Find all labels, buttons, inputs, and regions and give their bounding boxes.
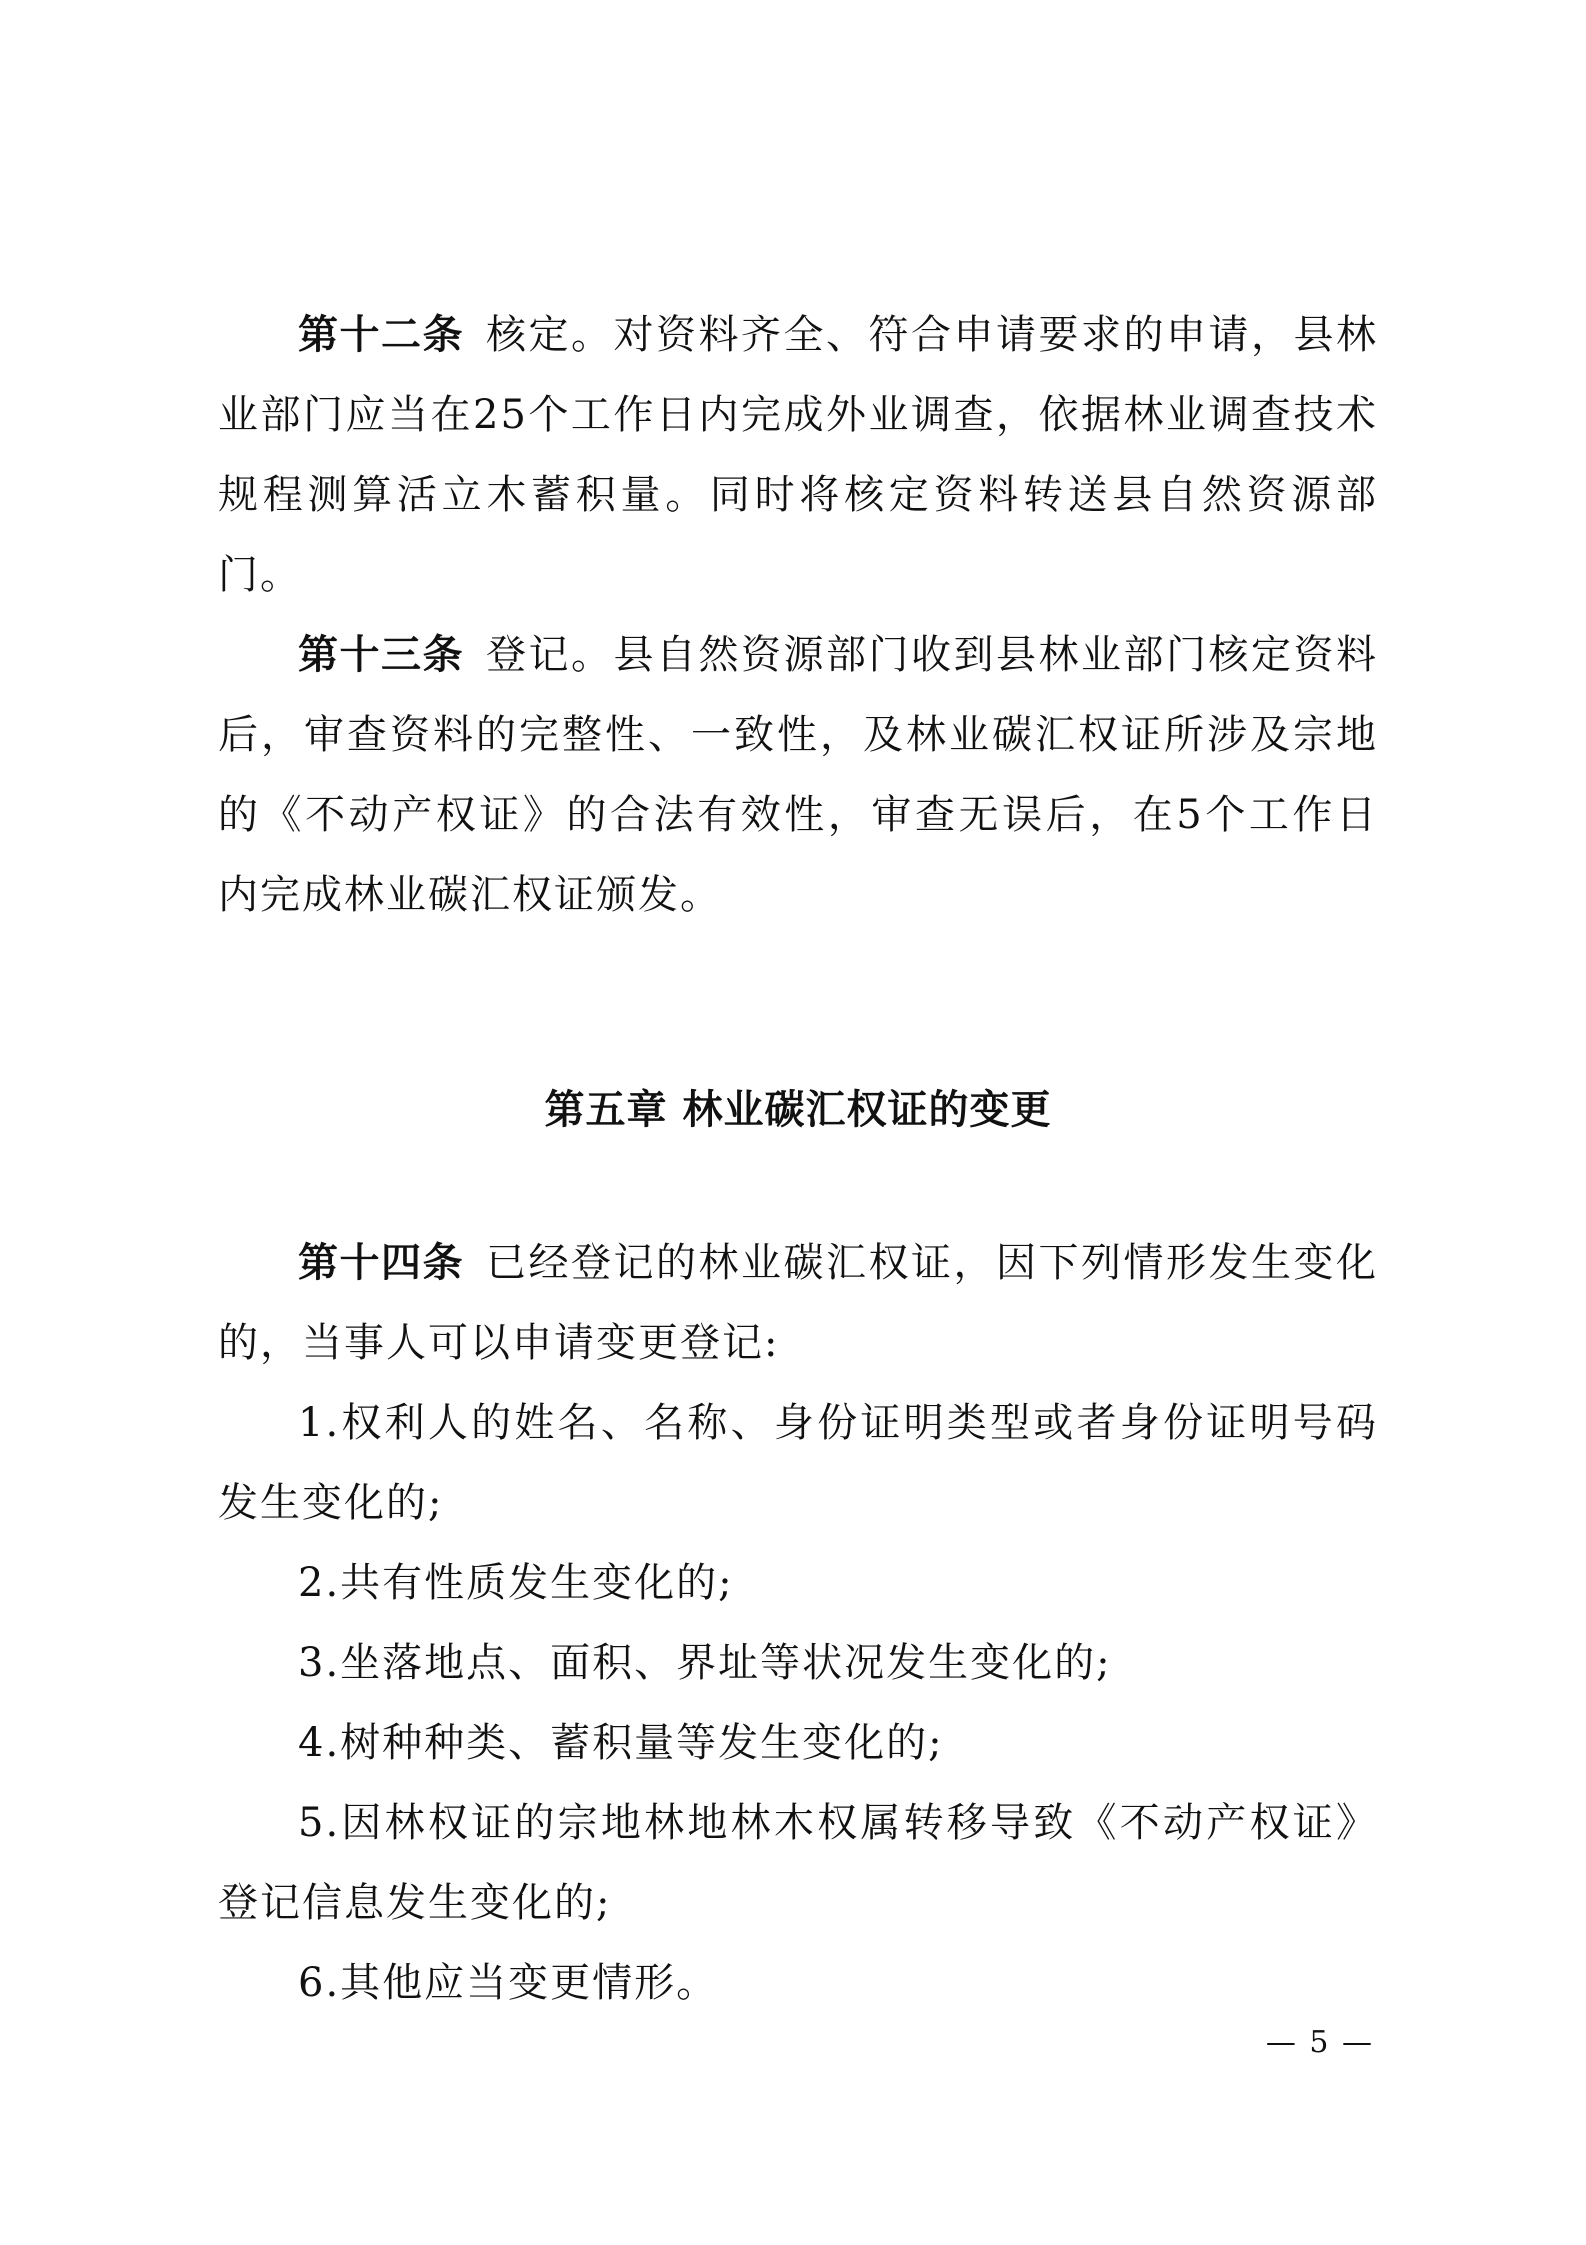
article-number: 第十三条: [298, 632, 464, 678]
page-number: — 5 —: [1265, 2025, 1374, 2060]
article-text: 登记。县自然资源部门收到县林业部门核定资料后，审查资料的完整性、一致性，及林业碳汇权证所涉及宗地的《不动产权证》的合法有效性，审查无误后，在5个工作日内完成林业碳汇权证颁发。: [218, 632, 1378, 918]
list-item: 3.坐落地点、面积、界址等状况发生变化的;: [298, 1640, 1112, 1686]
list-item: 5.因林权证的宗地林地林木权属转移导致《不动产权证》登记信息发生变化的;: [218, 1800, 1378, 1926]
article-text: 已经登记的林业碳汇权证，因下列情形发生变化的，当事人可以申请变更登记:: [218, 1240, 1378, 1366]
list-item: 4.树种种类、蓄积量等发生变化的;: [298, 1720, 944, 1766]
document-body: [218, 295, 1378, 2023]
list-item: 1.权利人的姓名、名称、身份证明类型或者身份证明号码发生变化的;: [218, 1400, 1378, 1526]
article-13: [218, 615, 1378, 935]
chapter-title: 第五章 林业碳汇权证的变更: [544, 1087, 1052, 1133]
article-12: [218, 295, 1378, 615]
list-item: 2.共有性质发生变化的;: [298, 1560, 734, 1606]
list-item: 6.其他应当变更情形。: [298, 1960, 719, 2006]
article-text: 核定。对资料齐全、符合申请要求的申请，县林业部门应当在25个工作日内完成外业调查，依据林业调查技术规程测算活立木蓄积量。同时将核定资料转送县自然资源部门。: [218, 312, 1378, 598]
article-number: 第十二条: [298, 312, 464, 358]
article-number: 第十四条: [298, 1240, 464, 1286]
article-14: [218, 1223, 1378, 1383]
